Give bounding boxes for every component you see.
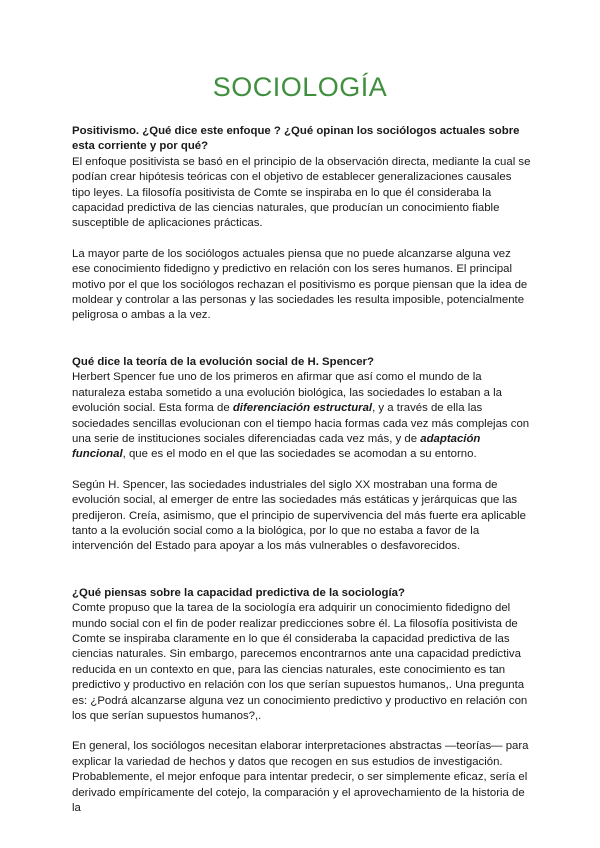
section-heading: ¿Qué piensas sobre la capacidad predictiva de la sociología? [72,586,405,599]
paragraph-text: , que es el modo en el que las sociedades se acomodan a su entorno. [122,448,477,461]
section-heading: Qué dice la teoría de la evolución social de H. Spencer? [72,355,374,368]
emphasis-term: diferenciación estructural [232,402,373,415]
paragraph [72,370,532,462]
paragraph: En general, los sociólogos necesitan elaborar interpretaciones abstractas —teorías— para explicar la variedad de hechos y datos que recogen en sus estudios de investigación. Probablemente, el mejor enfoque para intentar predecir, o ser simplemente eficaz, sería el derivado empíricamente del cotejo, la comparación y el aprovechamiento de la historia de la [72,740,529,815]
section-positivismo [72,124,532,324]
section-heading: Positivismo. ¿Qué dice este enfoque ? ¿Qué opinan los sociólogos actuales sobre esta corriente y por qué? [72,125,520,153]
paragraph: La mayor parte de los sociólogos actuales piensa que no puede alcanzarse alguna vez ese conocimiento fidedigno y predictivo en relación con los seres humanos. El principal motivo por el que los sociólogos rechazan el positivismo es porque piensan que la idea de moldear y controlar a las personas y las sociedades les resulta imposible, potencialmente peligrosa o ambas a la vez. [72,247,528,322]
paragraph: El enfoque positivista se basó en el principio de la observación directa, mediante la cual se podían crear hipótesis teóricas con el objetivo de establecer generalizaciones causales tipo leyes. La filosofía positivista de Comte se inspiraba en lo que él consideraba la capacidad predictiva de las ciencias naturales, que producían un conocimiento fiable susceptible de aplicaciones prácticas. [72,155,531,230]
paragraph-text: , y a través de ella las sociedades sencillas evolucionan con el tiempo hacia formas cada vez más complejas con una serie de instituciones sociales diferenciadas cada vez más, y de [72,402,530,445]
paragraph: Según H. Spencer, las sociedades industriales del siglo XX mostraban una forma de evolución social, al emerger de entre las sociedades más estáticas y jerárquicas que las predijeron. Creía, asimismo, que el principio de supervivencia del más fuerte era aplicable tanto a la evolución social como a la biológica, por lo que no estaba a favor de la intervención del Estado para apoyar a los más vulnerables o desfavorecidos. [72,478,526,553]
document-body [72,124,532,816]
section-spencer [72,355,532,555]
document-title: SOCIOLOGÍA [212,72,388,102]
emphasis-term: adaptación funcional [72,432,481,461]
paragraph: Comte propuso que la tarea de la sociología era adquirir un conocimiento fidedigno del mundo social con el fin de poder realizar predicciones sobre él. La filosofía positivista de Comte se inspiraba claramente en lo que él consideraba la capacidad predictiva de las ciencias naturales. Sin embargo, parecemos encontrarnos ante una capacidad predictiva reducida en un contexto en que, para las ciencias naturales, este conocimiento es tan predictivo y productivo en relación con los que serían supuestos humanos,. Una pregunta es: ¿Podrá alcanzarse alguna vez un conocimiento predictivo y productivo en relación con los que serían supuestos humanos?,. [72,602,528,722]
section-capacidad-predictiva [72,586,532,817]
paragraph-text: Herbert Spencer fue uno de los primeros en afirmar que así como el mundo de la naturaleza estaba sometido a una evolución biológica, las sociedades lo estaban a la evolución social. Esta forma de [72,371,502,415]
